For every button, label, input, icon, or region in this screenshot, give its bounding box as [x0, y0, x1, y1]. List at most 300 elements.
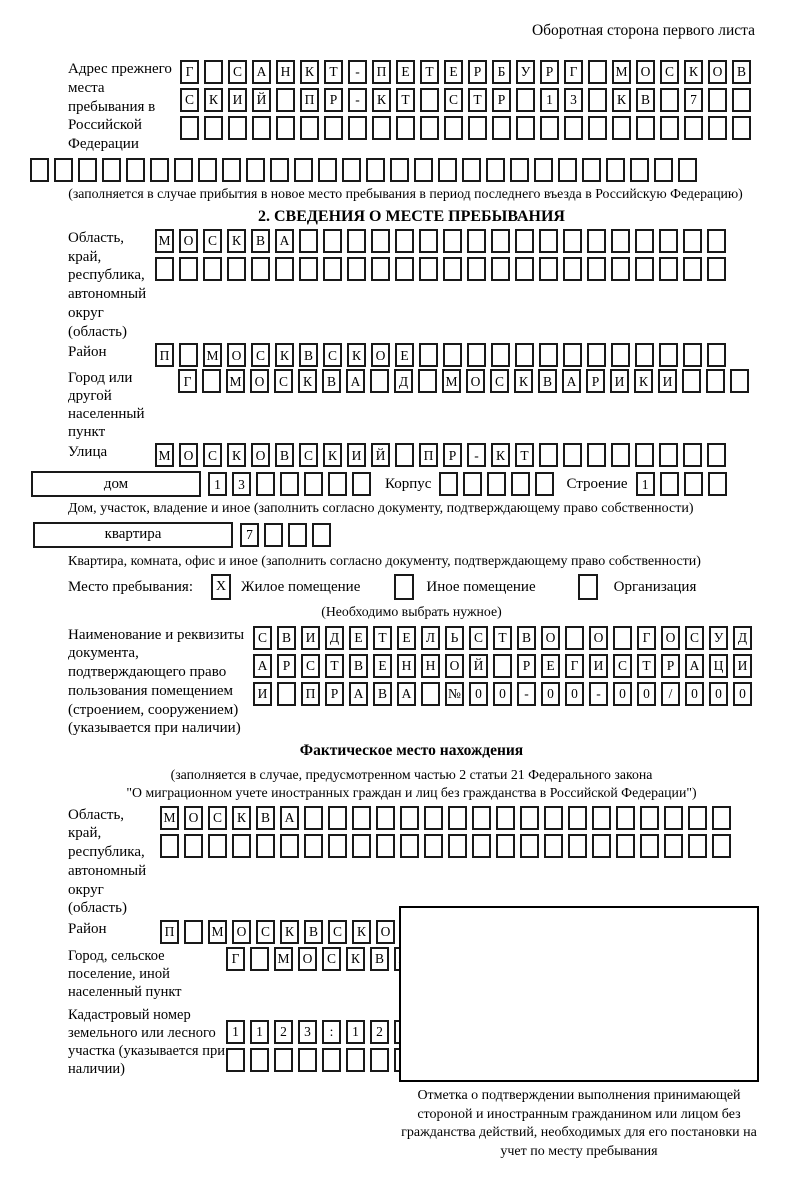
char-box[interactable]: Р: [443, 443, 462, 467]
char-box[interactable]: [448, 806, 467, 830]
char-box[interactable]: К: [346, 947, 365, 971]
char-box[interactable]: [640, 806, 659, 830]
char-box[interactable]: О: [298, 947, 317, 971]
char-box[interactable]: [275, 257, 294, 281]
char-box[interactable]: [395, 257, 414, 281]
char-box[interactable]: В: [732, 60, 751, 84]
char-box[interactable]: [228, 116, 247, 140]
char-box[interactable]: Р: [492, 88, 511, 112]
char-box[interactable]: [467, 229, 486, 253]
char-box[interactable]: [160, 834, 179, 858]
char-box[interactable]: Г: [565, 654, 584, 678]
char-box[interactable]: [491, 343, 510, 367]
char-box[interactable]: [708, 116, 727, 140]
char-box[interactable]: [659, 229, 678, 253]
char-box[interactable]: В: [538, 369, 557, 393]
char-box[interactable]: Й: [469, 654, 488, 678]
char-box[interactable]: К: [684, 60, 703, 84]
char-box[interactable]: А: [397, 682, 416, 706]
char-box[interactable]: К: [280, 920, 299, 944]
char-box[interactable]: 1: [208, 472, 227, 496]
char-box[interactable]: [515, 257, 534, 281]
char-box[interactable]: М: [155, 229, 174, 253]
char-box[interactable]: Т: [324, 60, 343, 84]
char-box[interactable]: [439, 472, 458, 496]
char-box[interactable]: [664, 834, 683, 858]
char-box[interactable]: [150, 158, 169, 182]
char-box[interactable]: [370, 1048, 389, 1072]
char-box[interactable]: [443, 257, 462, 281]
char-box[interactable]: [540, 116, 559, 140]
char-box[interactable]: [616, 806, 635, 830]
char-box[interactable]: В: [373, 682, 392, 706]
char-box[interactable]: [342, 158, 361, 182]
char-box[interactable]: [515, 229, 534, 253]
char-box[interactable]: [30, 158, 49, 182]
char-box[interactable]: [328, 472, 347, 496]
char-box[interactable]: [438, 158, 457, 182]
char-box[interactable]: [563, 229, 582, 253]
char-box[interactable]: [420, 116, 439, 140]
char-box[interactable]: Т: [515, 443, 534, 467]
char-box[interactable]: О: [708, 60, 727, 84]
char-box[interactable]: Р: [661, 654, 680, 678]
char-box[interactable]: [682, 369, 701, 393]
char-box[interactable]: [640, 834, 659, 858]
char-box[interactable]: [496, 834, 515, 858]
char-box[interactable]: К: [514, 369, 533, 393]
char-box[interactable]: [660, 88, 679, 112]
char-box[interactable]: Д: [394, 369, 413, 393]
char-box[interactable]: К: [227, 229, 246, 253]
char-box[interactable]: [564, 116, 583, 140]
char-box[interactable]: [472, 834, 491, 858]
char-box[interactable]: [491, 229, 510, 253]
char-box[interactable]: [222, 158, 241, 182]
char-box[interactable]: В: [277, 626, 296, 650]
char-box[interactable]: [264, 523, 283, 547]
char-box[interactable]: [204, 116, 223, 140]
char-box[interactable]: [371, 229, 390, 253]
char-box[interactable]: М: [274, 947, 293, 971]
char-box[interactable]: [539, 229, 558, 253]
char-box[interactable]: И: [347, 443, 366, 467]
char-box[interactable]: В: [517, 626, 536, 650]
char-box[interactable]: [467, 257, 486, 281]
char-box[interactable]: М: [226, 369, 245, 393]
char-box[interactable]: [424, 806, 443, 830]
char-box[interactable]: [202, 369, 221, 393]
char-box[interactable]: Е: [444, 60, 463, 84]
char-box[interactable]: 0: [493, 682, 512, 706]
char-box[interactable]: Р: [468, 60, 487, 84]
char-box[interactable]: Т: [325, 654, 344, 678]
char-box[interactable]: О: [184, 806, 203, 830]
char-box[interactable]: У: [709, 626, 728, 650]
char-box[interactable]: [491, 257, 510, 281]
char-box[interactable]: [304, 472, 323, 496]
char-box[interactable]: [683, 443, 702, 467]
char-box[interactable]: [179, 343, 198, 367]
char-box[interactable]: [102, 158, 121, 182]
char-box[interactable]: К: [347, 343, 366, 367]
char-box[interactable]: [587, 443, 606, 467]
char-box[interactable]: П: [419, 443, 438, 467]
char-box[interactable]: [155, 257, 174, 281]
char-box[interactable]: [520, 834, 539, 858]
char-box[interactable]: [565, 626, 584, 650]
char-box[interactable]: [520, 806, 539, 830]
char-box[interactable]: [544, 806, 563, 830]
char-box[interactable]: [421, 682, 440, 706]
char-box[interactable]: [232, 834, 251, 858]
char-box[interactable]: [664, 806, 683, 830]
char-box[interactable]: Е: [396, 60, 415, 84]
char-box[interactable]: Т: [493, 626, 512, 650]
char-box[interactable]: [511, 472, 530, 496]
char-box[interactable]: [323, 257, 342, 281]
char-box[interactable]: [376, 806, 395, 830]
char-box[interactable]: 0: [685, 682, 704, 706]
char-box[interactable]: И: [253, 682, 272, 706]
char-box[interactable]: С: [251, 343, 270, 367]
char-box[interactable]: С: [253, 626, 272, 650]
char-box[interactable]: [390, 158, 409, 182]
char-box[interactable]: Н: [397, 654, 416, 678]
char-box[interactable]: [707, 229, 726, 253]
char-box[interactable]: [299, 257, 318, 281]
char-box[interactable]: В: [636, 88, 655, 112]
char-box[interactable]: [347, 229, 366, 253]
char-box[interactable]: К: [634, 369, 653, 393]
char-box[interactable]: Р: [540, 60, 559, 84]
char-box[interactable]: [312, 523, 331, 547]
char-box[interactable]: [486, 158, 505, 182]
char-box[interactable]: П: [372, 60, 391, 84]
char-box[interactable]: О: [466, 369, 485, 393]
char-box[interactable]: [516, 88, 535, 112]
char-box[interactable]: [444, 116, 463, 140]
char-box[interactable]: [323, 229, 342, 253]
char-box[interactable]: О: [541, 626, 560, 650]
char-box[interactable]: [582, 158, 601, 182]
char-box[interactable]: А: [562, 369, 581, 393]
char-box[interactable]: [659, 443, 678, 467]
char-box[interactable]: О: [661, 626, 680, 650]
char-box[interactable]: [544, 834, 563, 858]
char-box[interactable]: М: [208, 920, 227, 944]
char-box[interactable]: [462, 158, 481, 182]
char-box[interactable]: Ц: [709, 654, 728, 678]
char-box[interactable]: А: [275, 229, 294, 253]
char-box[interactable]: К: [227, 443, 246, 467]
char-box[interactable]: [78, 158, 97, 182]
char-box[interactable]: [419, 343, 438, 367]
char-box[interactable]: 2: [370, 1020, 389, 1044]
char-box[interactable]: О: [250, 369, 269, 393]
char-box[interactable]: 7: [684, 88, 703, 112]
char-box[interactable]: С: [180, 88, 199, 112]
char-box[interactable]: Р: [277, 654, 296, 678]
char-box[interactable]: 0: [637, 682, 656, 706]
char-box[interactable]: [659, 343, 678, 367]
char-box[interactable]: С: [203, 229, 222, 253]
char-box[interactable]: [419, 257, 438, 281]
char-box[interactable]: Т: [637, 654, 656, 678]
char-box[interactable]: 0: [541, 682, 560, 706]
char-box[interactable]: Н: [276, 60, 295, 84]
char-box[interactable]: [270, 158, 289, 182]
char-box[interactable]: К: [204, 88, 223, 112]
char-box[interactable]: [635, 257, 654, 281]
char-box[interactable]: [706, 369, 725, 393]
char-box[interactable]: [424, 834, 443, 858]
char-box[interactable]: 2: [274, 1020, 293, 1044]
char-box[interactable]: [635, 229, 654, 253]
char-box[interactable]: [352, 806, 371, 830]
char-box[interactable]: А: [349, 682, 368, 706]
char-box[interactable]: [707, 343, 726, 367]
char-box[interactable]: :: [322, 1020, 341, 1044]
char-box[interactable]: С: [613, 654, 632, 678]
char-box[interactable]: [592, 806, 611, 830]
char-box[interactable]: [304, 806, 323, 830]
char-box[interactable]: [274, 1048, 293, 1072]
char-box[interactable]: [588, 88, 607, 112]
char-box[interactable]: [250, 1048, 269, 1072]
char-box[interactable]: [654, 158, 673, 182]
char-box[interactable]: К: [372, 88, 391, 112]
char-box[interactable]: [300, 116, 319, 140]
char-box[interactable]: [256, 834, 275, 858]
char-box[interactable]: [678, 158, 697, 182]
char-box[interactable]: [467, 343, 486, 367]
char-box[interactable]: Р: [325, 682, 344, 706]
char-box[interactable]: [515, 343, 534, 367]
char-box[interactable]: [492, 116, 511, 140]
char-box[interactable]: /: [661, 682, 680, 706]
char-box[interactable]: [204, 60, 223, 84]
char-box[interactable]: [730, 369, 749, 393]
char-box[interactable]: С: [444, 88, 463, 112]
char-box[interactable]: [324, 116, 343, 140]
char-box[interactable]: [612, 116, 631, 140]
char-box[interactable]: К: [275, 343, 294, 367]
char-box[interactable]: -: [517, 682, 536, 706]
char-box[interactable]: 3: [232, 472, 251, 496]
char-box[interactable]: [683, 257, 702, 281]
char-box[interactable]: [732, 88, 751, 112]
char-box[interactable]: С: [328, 920, 347, 944]
char-box[interactable]: К: [300, 60, 319, 84]
char-box[interactable]: [174, 158, 193, 182]
char-box[interactable]: [683, 343, 702, 367]
char-box[interactable]: [688, 806, 707, 830]
char-box[interactable]: [227, 257, 246, 281]
char-box[interactable]: О: [179, 443, 198, 467]
char-box[interactable]: [468, 116, 487, 140]
char-box[interactable]: [203, 257, 222, 281]
char-box[interactable]: [611, 343, 630, 367]
char-box[interactable]: О: [179, 229, 198, 253]
char-box[interactable]: О: [232, 920, 251, 944]
char-box[interactable]: [630, 158, 649, 182]
char-box[interactable]: -: [348, 60, 367, 84]
char-box[interactable]: С: [274, 369, 293, 393]
char-box[interactable]: 1: [250, 1020, 269, 1044]
char-box[interactable]: [708, 472, 727, 496]
char-box[interactable]: М: [155, 443, 174, 467]
char-box[interactable]: 7: [240, 523, 259, 547]
char-box[interactable]: [496, 806, 515, 830]
char-box[interactable]: К: [612, 88, 631, 112]
char-box[interactable]: В: [256, 806, 275, 830]
char-box[interactable]: И: [589, 654, 608, 678]
char-box[interactable]: 1: [540, 88, 559, 112]
char-box[interactable]: И: [301, 626, 320, 650]
char-box[interactable]: Г: [180, 60, 199, 84]
char-box[interactable]: О: [227, 343, 246, 367]
char-box[interactable]: В: [349, 654, 368, 678]
char-box[interactable]: О: [251, 443, 270, 467]
char-box[interactable]: [563, 443, 582, 467]
char-box[interactable]: [568, 806, 587, 830]
char-box[interactable]: С: [322, 947, 341, 971]
char-box[interactable]: Р: [324, 88, 343, 112]
char-box[interactable]: [226, 1048, 245, 1072]
char-box[interactable]: [659, 257, 678, 281]
char-box[interactable]: И: [658, 369, 677, 393]
char-box[interactable]: Е: [541, 654, 560, 678]
char-box[interactable]: [54, 158, 73, 182]
char-box[interactable]: [179, 257, 198, 281]
char-box[interactable]: И: [228, 88, 247, 112]
char-box[interactable]: Т: [373, 626, 392, 650]
char-box[interactable]: 0: [565, 682, 584, 706]
char-box[interactable]: В: [275, 443, 294, 467]
char-box[interactable]: [563, 257, 582, 281]
char-box[interactable]: О: [445, 654, 464, 678]
char-box[interactable]: [587, 229, 606, 253]
char-box[interactable]: В: [322, 369, 341, 393]
char-box[interactable]: -: [348, 88, 367, 112]
char-box[interactable]: [277, 682, 296, 706]
char-box[interactable]: О: [589, 626, 608, 650]
char-box[interactable]: [588, 116, 607, 140]
char-box[interactable]: [635, 343, 654, 367]
checkbox-organization[interactable]: [578, 574, 598, 600]
char-box[interactable]: [419, 229, 438, 253]
char-box[interactable]: [463, 472, 482, 496]
char-box[interactable]: [539, 343, 558, 367]
char-box[interactable]: Р: [517, 654, 536, 678]
char-box[interactable]: [443, 229, 462, 253]
char-box[interactable]: [328, 834, 347, 858]
char-box[interactable]: М: [203, 343, 222, 367]
char-box[interactable]: А: [253, 654, 272, 678]
char-box[interactable]: Й: [252, 88, 271, 112]
char-box[interactable]: [346, 1048, 365, 1072]
char-box[interactable]: П: [300, 88, 319, 112]
char-box[interactable]: [563, 343, 582, 367]
char-box[interactable]: [616, 834, 635, 858]
char-box[interactable]: [420, 88, 439, 112]
char-box[interactable]: Г: [226, 947, 245, 971]
char-box[interactable]: Б: [492, 60, 511, 84]
char-box[interactable]: [707, 443, 726, 467]
char-box[interactable]: В: [370, 947, 389, 971]
char-box[interactable]: [707, 257, 726, 281]
char-box[interactable]: [280, 472, 299, 496]
char-box[interactable]: К: [298, 369, 317, 393]
char-box[interactable]: Н: [421, 654, 440, 678]
char-box[interactable]: В: [251, 229, 270, 253]
char-box[interactable]: [352, 472, 371, 496]
char-box[interactable]: 3: [298, 1020, 317, 1044]
char-box[interactable]: [613, 626, 632, 650]
char-box[interactable]: В: [299, 343, 318, 367]
char-box[interactable]: К: [491, 443, 510, 467]
char-box[interactable]: С: [203, 443, 222, 467]
char-box[interactable]: [348, 116, 367, 140]
checkbox-other-premises[interactable]: [394, 574, 414, 600]
char-box[interactable]: И: [733, 654, 752, 678]
char-box[interactable]: Е: [397, 626, 416, 650]
char-box[interactable]: [708, 88, 727, 112]
char-box[interactable]: У: [516, 60, 535, 84]
char-box[interactable]: Г: [637, 626, 656, 650]
char-box[interactable]: Е: [395, 343, 414, 367]
char-box[interactable]: [558, 158, 577, 182]
char-box[interactable]: 3: [564, 88, 583, 112]
char-box[interactable]: 0: [613, 682, 632, 706]
char-box[interactable]: [712, 834, 731, 858]
char-box[interactable]: [493, 654, 512, 678]
char-box[interactable]: [688, 834, 707, 858]
char-box[interactable]: [660, 116, 679, 140]
char-box[interactable]: -: [467, 443, 486, 467]
char-box[interactable]: С: [490, 369, 509, 393]
char-box[interactable]: [370, 369, 389, 393]
char-box[interactable]: А: [346, 369, 365, 393]
char-box[interactable]: [184, 920, 203, 944]
char-box[interactable]: [366, 158, 385, 182]
char-box[interactable]: [328, 806, 347, 830]
char-box[interactable]: М: [442, 369, 461, 393]
char-box[interactable]: -: [589, 682, 608, 706]
char-box[interactable]: [280, 834, 299, 858]
char-box[interactable]: [568, 834, 587, 858]
char-box[interactable]: [588, 60, 607, 84]
char-box[interactable]: [611, 443, 630, 467]
char-box[interactable]: 0: [733, 682, 752, 706]
char-box[interactable]: 1: [226, 1020, 245, 1044]
char-box[interactable]: К: [232, 806, 251, 830]
char-box[interactable]: [510, 158, 529, 182]
char-box[interactable]: Е: [349, 626, 368, 650]
char-box[interactable]: В: [304, 920, 323, 944]
char-box[interactable]: [395, 229, 414, 253]
char-box[interactable]: [712, 806, 731, 830]
checkbox-residential[interactable]: X: [211, 574, 231, 600]
char-box[interactable]: Е: [373, 654, 392, 678]
char-box[interactable]: [371, 257, 390, 281]
char-box[interactable]: [611, 257, 630, 281]
char-box[interactable]: О: [376, 920, 395, 944]
char-box[interactable]: Р: [586, 369, 605, 393]
char-box[interactable]: С: [228, 60, 247, 84]
char-box[interactable]: С: [660, 60, 679, 84]
